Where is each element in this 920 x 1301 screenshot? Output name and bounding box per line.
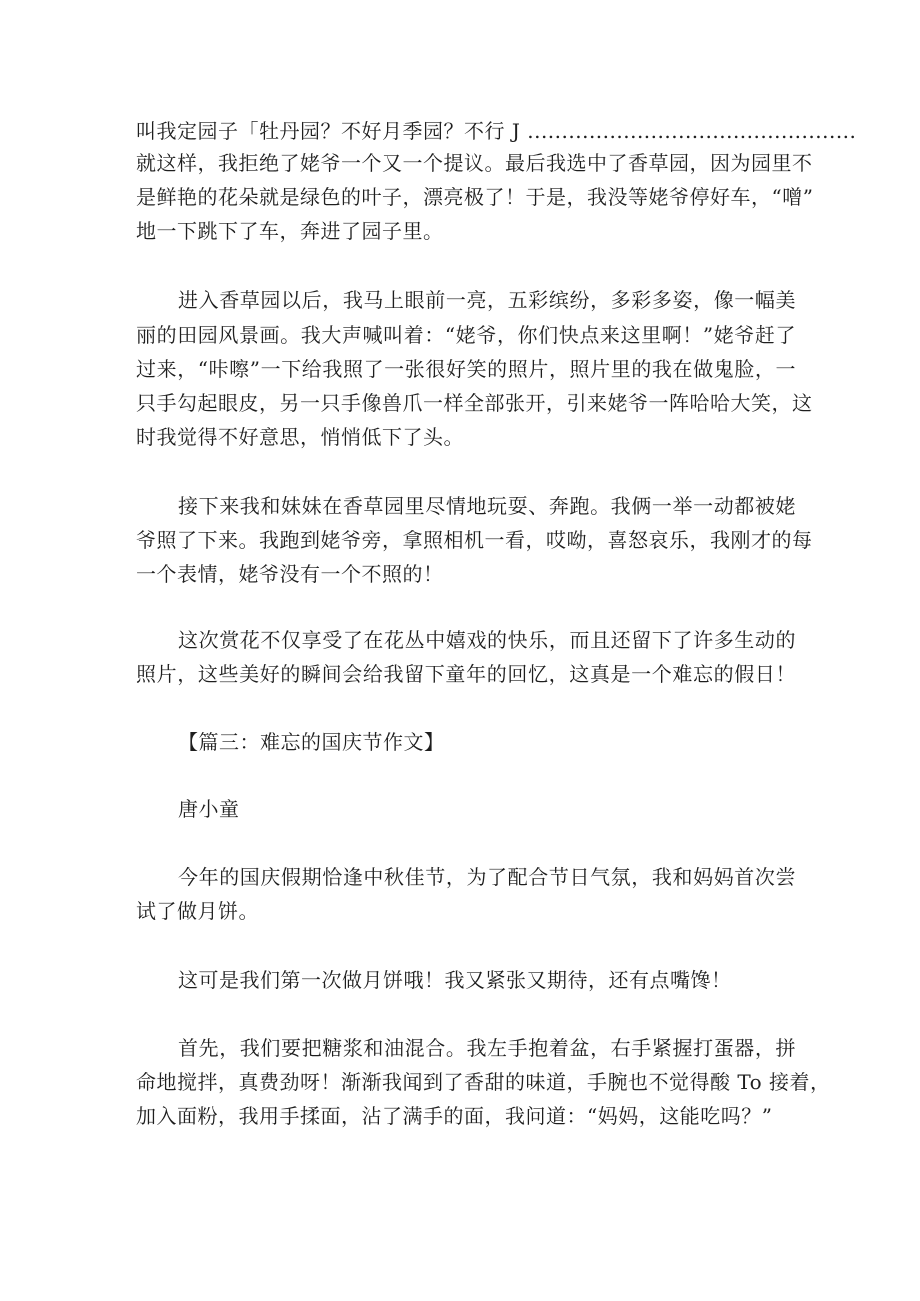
text-line: 试了做月饼。 — [136, 899, 259, 923]
text-line: 一个表情，姥爷没有一个不照的！ — [136, 562, 444, 586]
author-name: 唐小童 — [178, 797, 240, 821]
text-line: 地一下跳下了车，奔进了园子里。 — [136, 219, 444, 243]
text-line: 只手勾起眼皮，另一只手像兽爪一样全部张开，引来姥爷一阵哈哈大笑，这 — [136, 391, 813, 415]
text-line: 是鲜艳的花朵就是绿色的叶子，漂亮极了！于是，我没等姥爷停好车，“噌” — [136, 185, 814, 209]
text-line: 首先，我们要把糖浆和油混合。我左手抱着盆，右手紧握打蛋器，拼 — [178, 1036, 796, 1060]
text-line: 时我觉得不好意思，悄悄低下了头。 — [136, 425, 464, 449]
text-line: 丽的田园风景画。我大声喊叫着：“姥爷，你们快点来这里啊！”姥爷赶了 — [136, 323, 796, 347]
text-line: 叫我定园子「牡丹园？不好月季园？不行 J ................................................ — [136, 119, 857, 143]
text-line: 接下来我和妹妹在香草园里尽情地玩耍、奔跑。我俩一举一动都被姥 — [178, 494, 796, 518]
text-line: 爷照了下来。我跑到姥爷旁，拿照相机一看，哎呦，喜怒哀乐，我刚才的每 — [136, 528, 813, 552]
section-heading: 【篇三：难忘的国庆节作文】 — [178, 730, 445, 754]
text-line: 照片，这些美好的瞬间会给我留下童年的回忆，这真是一个难忘的假日！ — [136, 662, 796, 686]
text-line: 这次赏花不仅享受了在花丛中嬉戏的快乐，而且还留下了许多生动的 — [178, 628, 796, 652]
text-line: 加入面粉，我用手揉面，沾了满手的面，我问道：“妈妈，这能吃吗？” — [136, 1104, 773, 1128]
text-line: 今年的国庆假期恰逢中秋佳节，为了配合节日气氛，我和妈妈首次尝 — [178, 865, 796, 889]
text-line: 命地搅拌，真费劲呀！渐渐我闻到了香甜的味道，手腕也不觉得酸 To 接着， — [136, 1070, 831, 1094]
text-line: 就这样，我拒绝了姥爷一个又一个提议。最后我选中了香草园，因为园里不 — [136, 151, 813, 175]
text-line: 进入香草园以后，我马上眼前一亮，五彩缤纷，多彩多姿，像一幅美 — [178, 288, 796, 312]
text-line: 这可是我们第一次做月饼哦！我又紧张又期待，还有点嘴馋！ — [178, 968, 732, 992]
text-line: 过来，“咔嚓”一下给我照了一张很好笑的照片，照片里的我在做鬼脸，一 — [136, 357, 796, 381]
